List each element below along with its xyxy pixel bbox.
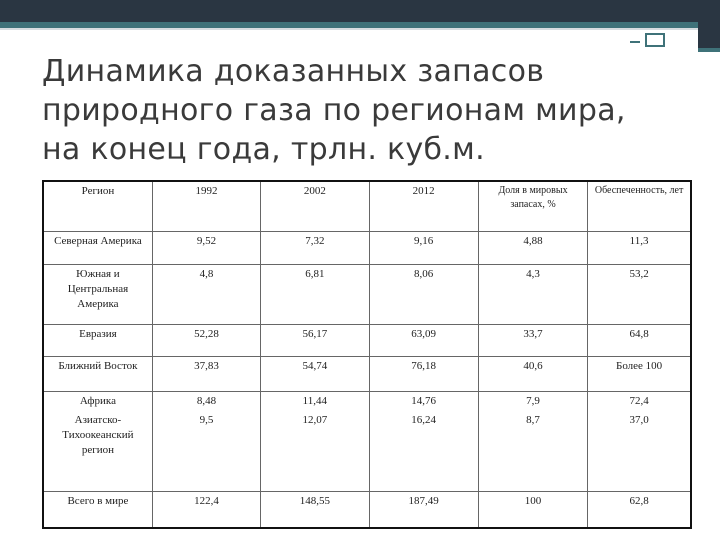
cell-2002: 12,07 [261,411,369,492]
slide-title [42,52,682,169]
cell-years: 11,3 [588,231,691,264]
cell-region: Северная Америка [43,231,152,264]
cell-years: 64,8 [588,324,691,356]
decor-square [645,33,665,47]
title-line-3: на конец года, трлн. куб.м. [42,132,485,167]
top-decor-bar [0,0,720,22]
cell-1992: 122,4 [152,492,260,528]
cell-2002: 11,44 [261,391,369,411]
cell-years: 37,0 [588,411,691,492]
header-1992: 1992 [152,181,260,231]
cell-years: 53,2 [588,264,691,324]
cell-2002: 7,32 [261,231,369,264]
top-thin-line [0,28,720,30]
cell-share: 4,3 [478,264,587,324]
header-share: Доля в мировых запасах, % [478,181,587,231]
cell-years: Более 100 [588,356,691,391]
cell-years: 62,8 [588,492,691,528]
cell-2012: 9,16 [369,231,478,264]
table-row [43,264,691,324]
table-row [43,492,691,528]
cell-2012: 16,24 [369,411,478,492]
header-2002: 2002 [261,181,369,231]
title-line-1: Динамика доказанных запасов [42,54,545,89]
cell-1992: 4,8 [152,264,260,324]
cell-region: Евразия [43,324,152,356]
gas-reserves-table [42,180,692,529]
decor-dash [630,41,640,43]
cell-share: 40,6 [478,356,587,391]
cell-2002: 148,55 [261,492,369,528]
cell-1992: 9,52 [152,231,260,264]
cell-2002: 56,17 [261,324,369,356]
cell-region: Африка [43,391,152,411]
cell-region: Азиатско-Тихоокеанский регион [43,411,152,492]
cell-1992: 37,83 [152,356,260,391]
cell-region: Южная и Центральная Америка [43,264,152,324]
cell-share: 4,88 [478,231,587,264]
cell-2002: 6,81 [261,264,369,324]
table-row [43,391,691,411]
cell-1992: 9,5 [152,411,260,492]
cell-share: 8,7 [478,411,587,492]
cell-1992: 8,48 [152,391,260,411]
header-years: Обеспеченность, лет [588,181,691,231]
right-decor-bar [698,0,720,48]
cell-1992: 52,28 [152,324,260,356]
cell-region: Ближний Восток [43,356,152,391]
cell-2012: 8,06 [369,264,478,324]
cell-region: Всего в мире [43,492,152,528]
table-row [43,356,691,391]
table-header-row [43,181,691,231]
table-row [43,411,691,492]
cell-2012: 14,76 [369,391,478,411]
cell-2012: 187,49 [369,492,478,528]
table-row [43,324,691,356]
table-row [43,231,691,264]
header-region: Регион [43,181,152,231]
title-line-2: природного газа по регионам мира, [42,93,626,128]
cell-2012: 76,18 [369,356,478,391]
cell-share: 100 [478,492,587,528]
cell-share: 7,9 [478,391,587,411]
cell-2002: 54,74 [261,356,369,391]
cell-2012: 63,09 [369,324,478,356]
right-accent-stripe [698,48,720,52]
header-2012: 2012 [369,181,478,231]
cell-years: 72,4 [588,391,691,411]
cell-share: 33,7 [478,324,587,356]
